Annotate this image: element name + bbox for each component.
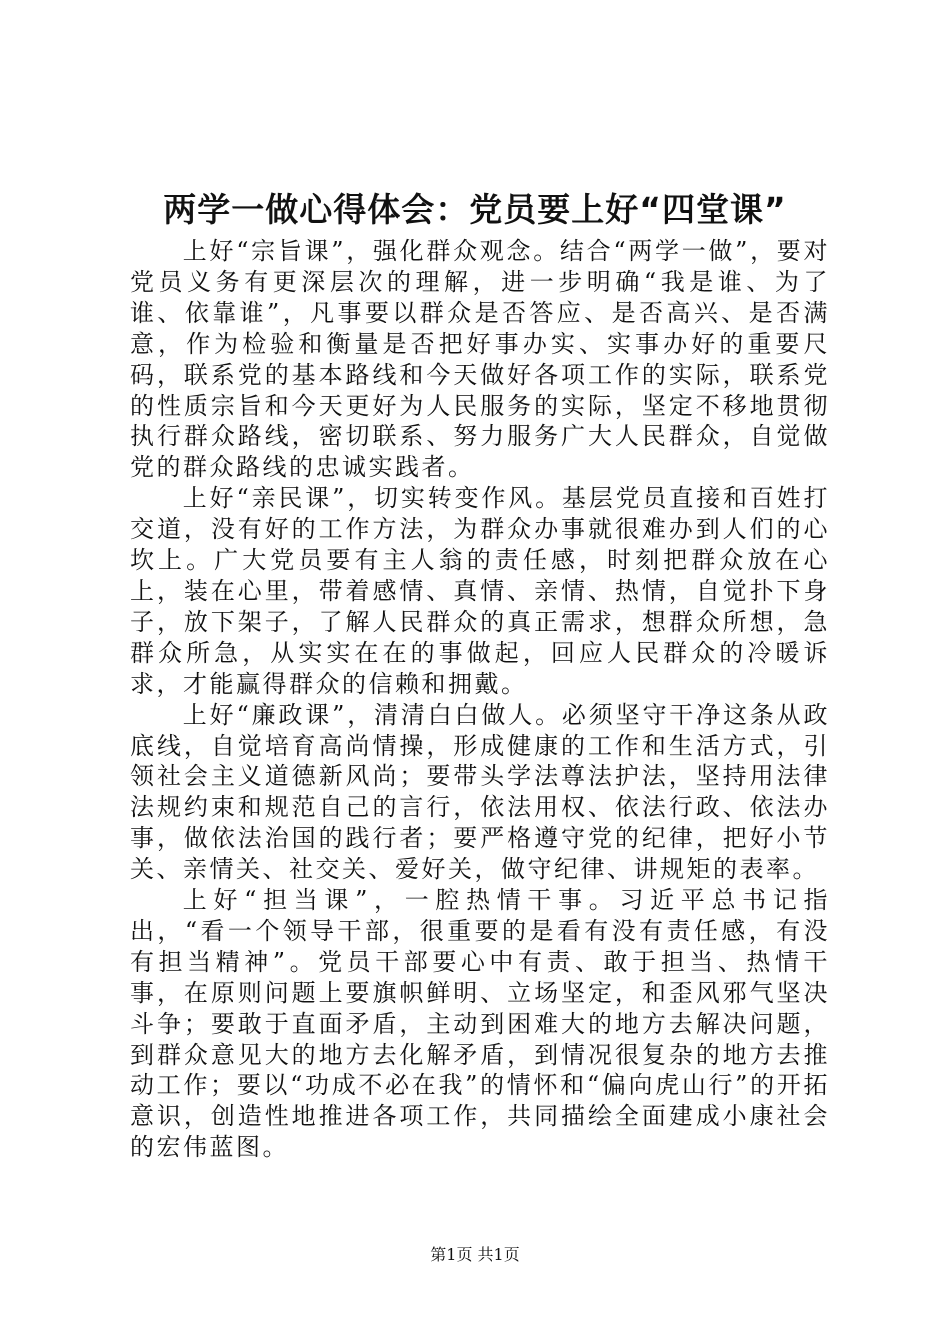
paragraph-zongzhi: 上好“宗旨课”，强化群众观念。结合“两学一做”，要对党员义务有更深层次的理解，进一步明确“我是谁、为了谁、依靠谁”，凡事要以群众是否答应、是否高兴、是否满意，作为检验和衡量是否把好事办实、实事办好的重要尺码，联系党的基本路线和今天做好各项工作的实际，联系党的性质宗旨和今天更好为人民服务的实际，坚定不移地贯彻执行群众路线，密切联系、努力服务广大人民群众，自觉做党的群众路线的忠诚实践者。 <box>130 237 830 482</box>
page-footer: 第1页 共1页 <box>430 1245 520 1264</box>
document-body <box>130 236 830 1163</box>
paragraph-dandang: 上好“担当课”，一腔热情干事。习近平总书记指出，“看一个领导干部，很重要的是看有没有责任感，有没有担当精神”。党员干部要心中有责、敢于担当、热情干事，在原则问题上要旗帜鲜明、立场坚定，和歪风邪气坚决斗争；要敢于直面矛盾，主动到困难大的地方去解决问题，到群众意见大的地方去化解矛盾，到情况很复杂的地方去推动工作；要以“功成不必在我”的情怀和“偏向虎山行”的开拓意识，创造性地推进各项工作，共同描绘全面建成小康社会的宏伟蓝图。 <box>130 886 830 1162</box>
paragraph-lianzheng: 上好“廉政课”，清清白白做人。必须坚守干净这条从政底线，自觉培育高尚情操，形成健康的工作和生活方式，引领社会主义道德新风尚；要带头学法尊法护法，坚持用法律法规约束和规范自己的言行，依法用权、依法行政、依法办事，做依法治国的践行者；要严格遵守党的纪律，把好小节关、亲情关、社交关、爱好关，做守纪律、讲规矩的表率。 <box>130 700 830 884</box>
paragraph-qinmin: 上好“亲民课”，切实转变作风。基层党员直接和百姓打交道，没有好的工作方法，为群众办事就很难办到人们的心坎上。广大党员要有主人翁的责任感，时刻把群众放在心上，装在心里，带着感情、真情、亲情、热情，自觉扑下身子，放下架子，了解人民群众的真正需求，想群众所想，急群众所急，从实实在在的事做起，回应人民群众的冷暖诉求，才能赢得群众的信赖和拥戴。 <box>130 484 830 698</box>
document-title: 两学一做心得体会：党员要上好“四堂课” <box>163 190 787 229</box>
